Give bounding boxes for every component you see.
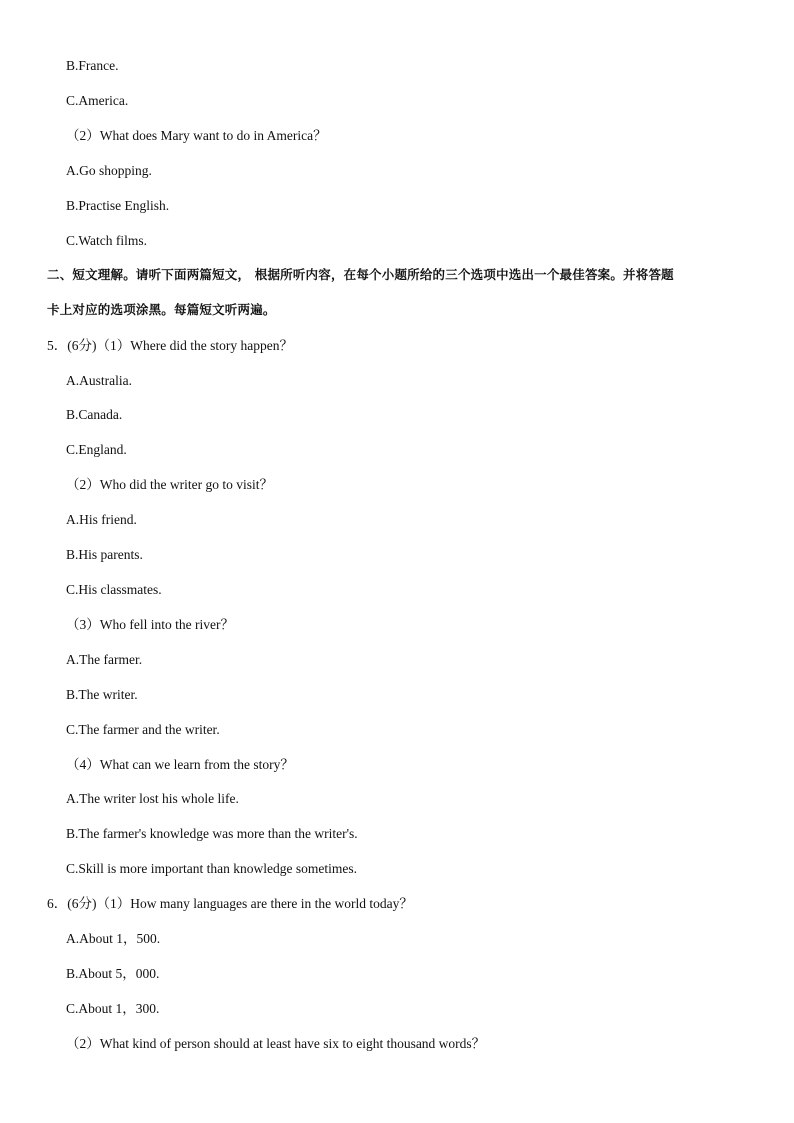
q6-1-option-a: A.About 1，500. [66, 931, 161, 946]
sub-question-5-3: （3）Who fell into the river？ [66, 617, 234, 632]
q5-1-option-c: C.England. [66, 442, 127, 457]
q5-1-option-b: B.Canada. [66, 407, 123, 422]
section-heading-line-2: 卡上对应的选项涂黑。每篇短文听两遍。 [47, 302, 276, 317]
q5-4-option-b: B.The farmer's knowledge was more than the writer's. [66, 826, 358, 841]
option-b-france: B.France. [66, 58, 119, 73]
option-c-watch-films: C.Watch films. [66, 233, 148, 248]
q5-2-option-a: A.His friend. [66, 512, 137, 527]
question-5-header: 5．(6分)（1）Where did the story happen？ [47, 338, 293, 353]
q5-4-option-c: C.Skill is more important than knowledge sometimes. [66, 861, 357, 876]
q6-1-option-b: B.About 5，000. [66, 966, 160, 981]
q5-3-option-a: A.The farmer. [66, 652, 143, 667]
sub-question-5-4: （4）What can we learn from the story？ [66, 757, 294, 772]
q5-2-option-b: B.His parents. [66, 547, 143, 562]
q5-2-option-c: C.His classmates. [66, 582, 162, 597]
option-b-practise-english: B.Practise English. [66, 198, 170, 213]
q5-3-option-b: B.The writer. [66, 687, 138, 702]
q5-3-option-c: C.The farmer and the writer. [66, 722, 220, 737]
q5-1-option-a: A.Australia. [66, 373, 132, 388]
sub-question-6-2: （2）What kind of person should at least have six to eight thousand words？ [66, 1036, 486, 1051]
question-6-header: 6．(6分)（1）How many languages are there in the world today？ [47, 896, 413, 911]
sub-question-5-2: （2）Who did the writer go to visit？ [66, 477, 273, 492]
q5-4-option-a: A.The writer lost his whole life. [66, 791, 239, 806]
option-c-america: C.America. [66, 93, 129, 108]
option-a-go-shopping: A.Go shopping. [66, 163, 152, 178]
sub-question-4-2: （2）What does Mary want to do in America？ [66, 128, 327, 143]
q6-1-option-c: C.About 1，300. [66, 1001, 160, 1016]
section-heading-line-1: 二、短文理解。请听下面两篇短文， 根据所听内容，在每个小题所给的三个选项中选出一个最佳答案。并将答题 [47, 267, 674, 282]
